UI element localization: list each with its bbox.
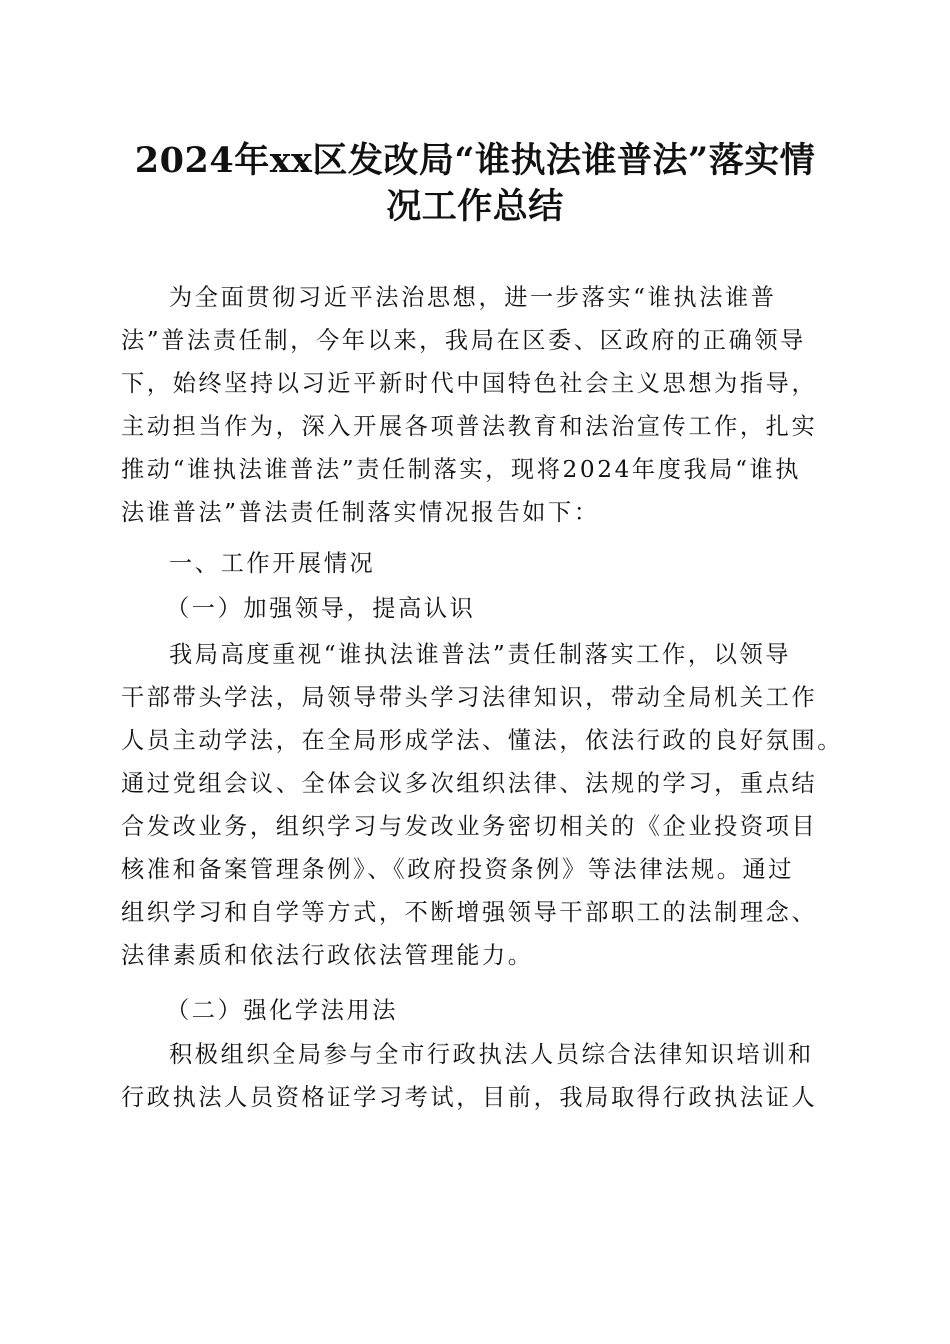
subsection-heading-2: （二）强化学法用法	[166, 997, 399, 1024]
paragraph-1-line-8: 法律素质和依法行政依法管理能力。	[121, 942, 534, 969]
paragraph-1-line-3: 人员主动学法，在全局形成学法、懂法，依法行政的良好氛围。	[121, 727, 844, 754]
paragraph-1-line-6: 核准和备案管理条例》、《政府投资条例》等法律法规。通过	[121, 856, 795, 883]
document-title-line-1: 2024年xx区发改局“谁执法谁普法”落实情	[134, 140, 816, 181]
paragraph-2-line-1: 积极组织全局参与全市行政执法人员综合法律知识培训和	[169, 1041, 814, 1068]
paragraph-intro-line-1: 为全面贯彻习近平法治思想，进一步落实“谁执法谁普	[169, 284, 777, 311]
paragraph-intro-line-4: 主动担当作为，深入开展各项普法教育和法治宣传工作，扎实	[121, 413, 818, 440]
paragraph-intro-line-5: 推动“谁执法谁普法”责任制落实，现将2024年度我局“谁执	[121, 456, 802, 483]
paragraph-1-line-5: 合发改业务，组织学习与发改业务密切相关的《企业投资项目	[121, 813, 818, 840]
document-title-line-2: 况工作总结	[386, 186, 564, 227]
paragraph-1-line-4: 通过党组会议、全体会议多次组织法律、法规的学习，重点结	[121, 770, 818, 797]
paragraph-intro-line-3: 下，始终坚持以习近平新时代中国特色社会主义思想为指导，	[121, 370, 818, 397]
paragraph-1-line-7: 组织学习和自学等方式，不断增强领导干部职工的法制理念、	[121, 899, 818, 926]
section-heading-1: 一、工作开展情况	[169, 550, 376, 577]
paragraph-intro-line-2: 法”普法责任制，今年以来，我局在区委、区政府的正确领导	[121, 327, 806, 354]
paragraph-2-line-2: 行政执法人员资格证学习考试，目前，我局取得行政执法证人	[121, 1084, 818, 1111]
paragraph-1-line-2: 干部带头学法，局领导带头学习法律知识，带动全局机关工作	[121, 684, 818, 711]
paragraph-intro-line-6: 法谁普法”普法责任制落实情况报告如下：	[121, 499, 600, 526]
subsection-heading-1: （一）加强领导，提高认识	[166, 595, 476, 622]
paragraph-1-line-1: 我局高度重视“谁执法谁普法”责任制落实工作，以领导	[169, 641, 792, 668]
